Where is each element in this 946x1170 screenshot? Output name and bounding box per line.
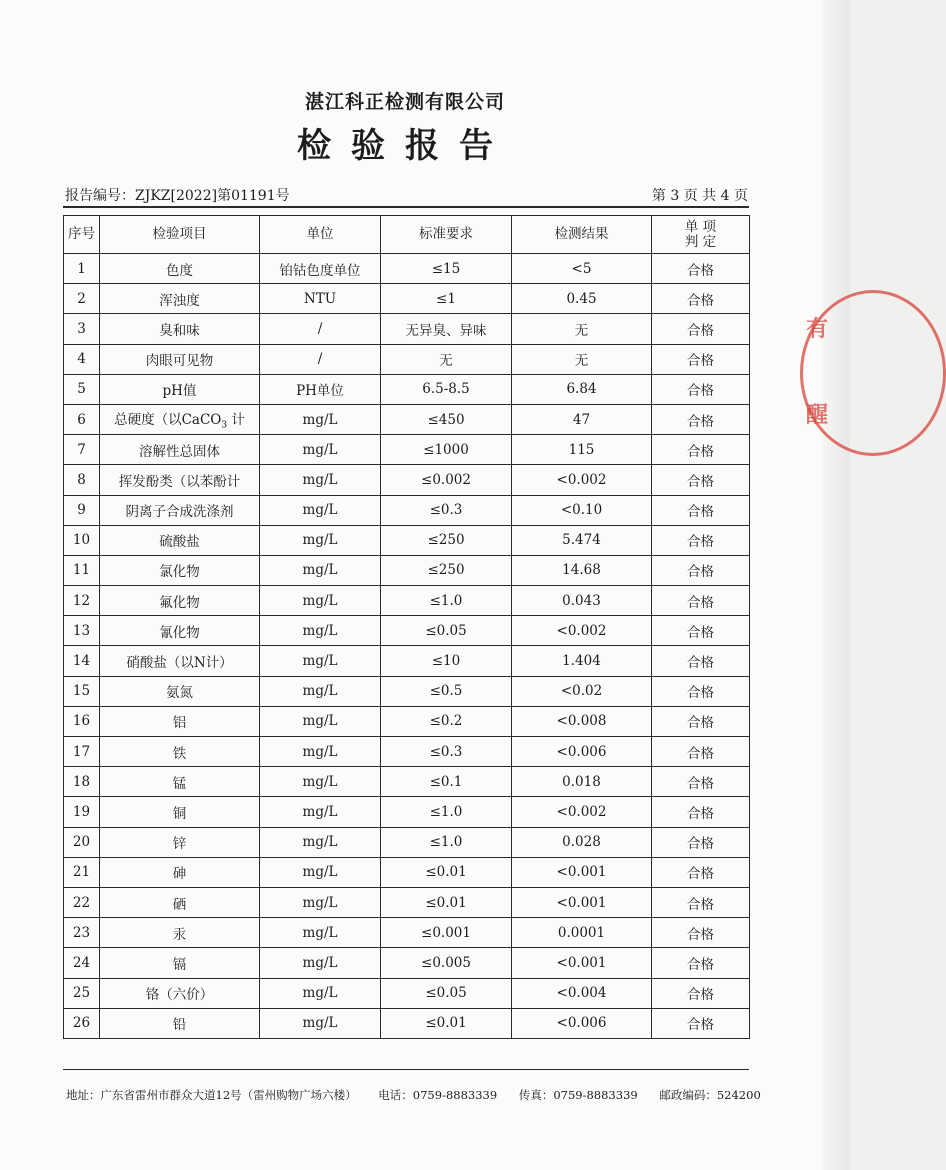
cell-item: 铁 bbox=[100, 737, 260, 767]
cell-unit: mg/L bbox=[260, 767, 381, 797]
cell-item: 硒 bbox=[100, 887, 260, 917]
cell-item: pH值 bbox=[100, 374, 260, 404]
cell-result: 14.68 bbox=[512, 555, 652, 585]
table-row bbox=[64, 284, 750, 314]
cell-item: 汞 bbox=[100, 918, 260, 948]
cell-item: 铬（六价） bbox=[100, 978, 260, 1008]
cell-standard: 6.5-8.5 bbox=[381, 374, 512, 404]
cell-standard: ≤1.0 bbox=[381, 586, 512, 616]
table-row bbox=[64, 254, 750, 284]
cell-no: 10 bbox=[64, 525, 100, 555]
table-row bbox=[64, 404, 750, 434]
cell-result: 1.404 bbox=[512, 646, 652, 676]
col-header-judge-line1: 单 项 bbox=[684, 218, 717, 235]
cell-no: 11 bbox=[64, 555, 100, 585]
cell-no: 25 bbox=[64, 978, 100, 1008]
cell-result: <0.006 bbox=[512, 737, 652, 767]
cell-standard: ≤0.005 bbox=[381, 948, 512, 978]
cell-unit: mg/L bbox=[260, 887, 381, 917]
cell-standard: ≤1.0 bbox=[381, 797, 512, 827]
cell-standard: ≤450 bbox=[381, 404, 512, 434]
cell-no: 7 bbox=[64, 435, 100, 465]
cell-judge: 合格 bbox=[652, 374, 750, 404]
cell-unit: mg/L bbox=[260, 737, 381, 767]
cell-judge: 合格 bbox=[652, 586, 750, 616]
cell-judge: 合格 bbox=[652, 646, 750, 676]
cell-no: 26 bbox=[64, 1008, 100, 1038]
cell-item: 锰 bbox=[100, 767, 260, 797]
cell-no: 12 bbox=[64, 586, 100, 616]
cell-result: 115 bbox=[512, 435, 652, 465]
cell-judge: 合格 bbox=[652, 737, 750, 767]
cell-unit: mg/L bbox=[260, 435, 381, 465]
cell-item: 镉 bbox=[100, 948, 260, 978]
cell-judge: 合格 bbox=[652, 525, 750, 555]
footer-address: 地址：广东省雷州市群众大道12号（雷州购物广场六楼） bbox=[66, 1088, 357, 1102]
table-row bbox=[64, 314, 750, 344]
cell-standard: ≤1.0 bbox=[381, 827, 512, 857]
cell-judge: 合格 bbox=[652, 797, 750, 827]
table-row bbox=[64, 1008, 750, 1038]
table-row bbox=[64, 978, 750, 1008]
cell-standard: ≤0.002 bbox=[381, 465, 512, 495]
cell-judge: 合格 bbox=[652, 284, 750, 314]
cell-result: 6.84 bbox=[512, 374, 652, 404]
col-header-item: 检验项目 bbox=[100, 216, 260, 254]
cell-no: 6 bbox=[64, 404, 100, 434]
cell-judge: 合格 bbox=[652, 435, 750, 465]
table-row bbox=[64, 616, 750, 646]
cell-no: 2 bbox=[64, 284, 100, 314]
cell-unit: mg/L bbox=[260, 797, 381, 827]
cell-item: 阴离子合成洗涤剂 bbox=[100, 495, 260, 525]
cell-item: 溶解性总固体 bbox=[100, 435, 260, 465]
table-row bbox=[64, 525, 750, 555]
seal-text-1: 有 bbox=[806, 316, 829, 342]
cell-standard: ≤0.01 bbox=[381, 887, 512, 917]
cell-unit: NTU bbox=[260, 284, 381, 314]
col-header-result: 检测结果 bbox=[512, 216, 652, 254]
cell-item: 臭和味 bbox=[100, 314, 260, 344]
cell-unit: mg/L bbox=[260, 495, 381, 525]
cell-standard: 无异臭、异味 bbox=[381, 314, 512, 344]
cell-no: 23 bbox=[64, 918, 100, 948]
cell-result: <0.001 bbox=[512, 857, 652, 887]
cell-unit: mg/L bbox=[260, 948, 381, 978]
cell-judge: 合格 bbox=[652, 555, 750, 585]
report-number: 报告编号：ZJKZ[2022]第01191号 bbox=[65, 188, 290, 204]
cell-result: <0.02 bbox=[512, 676, 652, 706]
cell-unit: mg/L bbox=[260, 646, 381, 676]
table-row bbox=[64, 857, 750, 887]
table-row bbox=[64, 827, 750, 857]
table-row bbox=[64, 374, 750, 404]
cell-result: <0.10 bbox=[512, 495, 652, 525]
cell-result: 5.474 bbox=[512, 525, 652, 555]
cell-judge: 合格 bbox=[652, 948, 750, 978]
table-row bbox=[64, 706, 750, 736]
cell-item-text: 总硬度（以CaCO bbox=[114, 412, 222, 429]
col-header-judge bbox=[652, 216, 750, 254]
cell-unit: mg/L bbox=[260, 555, 381, 585]
cell-unit: 铂钴色度单位 bbox=[260, 254, 381, 284]
cell-judge: 合格 bbox=[652, 887, 750, 917]
footer-postcode: 邮政编码：524200 bbox=[659, 1088, 761, 1102]
seal-text-2: 醒 bbox=[806, 402, 829, 428]
cell-standard: ≤0.01 bbox=[381, 1008, 512, 1038]
scan-edge-shade bbox=[822, 0, 850, 1170]
cell-item: 氟化物 bbox=[100, 586, 260, 616]
cell-unit: / bbox=[260, 314, 381, 344]
cell-no: 14 bbox=[64, 646, 100, 676]
page-indicator: 第 3 页 共 4 页 bbox=[651, 188, 748, 204]
table-row bbox=[64, 737, 750, 767]
cell-no: 1 bbox=[64, 254, 100, 284]
cell-standard: ≤1 bbox=[381, 284, 512, 314]
cell-no: 9 bbox=[64, 495, 100, 525]
table-row bbox=[64, 435, 750, 465]
cell-standard: ≤0.5 bbox=[381, 676, 512, 706]
cell-judge: 合格 bbox=[652, 857, 750, 887]
cell-no: 5 bbox=[64, 374, 100, 404]
table-body bbox=[64, 254, 750, 1039]
cell-judge: 合格 bbox=[652, 918, 750, 948]
cell-unit: / bbox=[260, 344, 381, 374]
cell-standard: ≤0.01 bbox=[381, 857, 512, 887]
cell-result: 0.018 bbox=[512, 767, 652, 797]
cell-no: 15 bbox=[64, 676, 100, 706]
cell-item-subscript: 3 bbox=[221, 420, 228, 431]
cell-unit: mg/L bbox=[260, 676, 381, 706]
report-title: 检验报告 bbox=[297, 126, 513, 166]
col-header-judge-line2: 判 定 bbox=[684, 233, 717, 250]
cell-item: 挥发酚类（以苯酚计 bbox=[100, 465, 260, 495]
cell-standard: ≤15 bbox=[381, 254, 512, 284]
cell-item: 硝酸盐（以N计） bbox=[100, 646, 260, 676]
cell-result: <0.004 bbox=[512, 978, 652, 1008]
cell-no: 13 bbox=[64, 616, 100, 646]
cell-unit: mg/L bbox=[260, 706, 381, 736]
cell-result: <5 bbox=[512, 254, 652, 284]
cell-result: <0.008 bbox=[512, 706, 652, 736]
cell-standard: ≤250 bbox=[381, 525, 512, 555]
footer-phone: 电话：0759-8883339 bbox=[378, 1088, 498, 1102]
cell-judge: 合格 bbox=[652, 465, 750, 495]
cell-result: 无 bbox=[512, 314, 652, 344]
cell-unit: mg/L bbox=[260, 465, 381, 495]
cell-no: 16 bbox=[64, 706, 100, 736]
cell-result: <0.001 bbox=[512, 948, 652, 978]
cell-unit: mg/L bbox=[260, 978, 381, 1008]
cell-standard: ≤0.1 bbox=[381, 767, 512, 797]
cell-item: 硫酸盐 bbox=[100, 525, 260, 555]
cell-result: <0.002 bbox=[512, 797, 652, 827]
cell-judge: 合格 bbox=[652, 706, 750, 736]
cell-result: 47 bbox=[512, 404, 652, 434]
report-meta bbox=[65, 185, 748, 205]
cell-no: 18 bbox=[64, 767, 100, 797]
cell-item: 色度 bbox=[100, 254, 260, 284]
cell-no: 19 bbox=[64, 797, 100, 827]
cell-result: <0.002 bbox=[512, 616, 652, 646]
cell-item: 铅 bbox=[100, 1008, 260, 1038]
cell-result: 0.0001 bbox=[512, 918, 652, 948]
cell-item: 浑浊度 bbox=[100, 284, 260, 314]
cell-item bbox=[100, 404, 260, 434]
cell-item: 氯化物 bbox=[100, 555, 260, 585]
cell-no: 8 bbox=[64, 465, 100, 495]
cell-judge: 合格 bbox=[652, 827, 750, 857]
cell-item: 锌 bbox=[100, 827, 260, 857]
cell-no: 17 bbox=[64, 737, 100, 767]
cell-standard: ≤250 bbox=[381, 555, 512, 585]
cell-result: 无 bbox=[512, 344, 652, 374]
table-row bbox=[64, 555, 750, 585]
cell-result: <0.002 bbox=[512, 465, 652, 495]
cell-item: 氨氮 bbox=[100, 676, 260, 706]
cell-standard: ≤0.2 bbox=[381, 706, 512, 736]
col-header-no: 序号 bbox=[64, 216, 100, 254]
cell-unit: mg/L bbox=[260, 616, 381, 646]
cell-no: 22 bbox=[64, 887, 100, 917]
cell-no: 20 bbox=[64, 827, 100, 857]
table-row bbox=[64, 465, 750, 495]
cell-judge: 合格 bbox=[652, 978, 750, 1008]
cell-item: 氰化物 bbox=[100, 616, 260, 646]
table-row bbox=[64, 767, 750, 797]
cell-judge: 合格 bbox=[652, 495, 750, 525]
table-header-row bbox=[64, 216, 750, 254]
cell-standard: ≤0.05 bbox=[381, 616, 512, 646]
cell-no: 3 bbox=[64, 314, 100, 344]
cell-standard: ≤10 bbox=[381, 646, 512, 676]
cell-judge: 合格 bbox=[652, 616, 750, 646]
cell-no: 4 bbox=[64, 344, 100, 374]
cell-result: <0.001 bbox=[512, 887, 652, 917]
cell-unit: PH单位 bbox=[260, 374, 381, 404]
footer-contact bbox=[66, 1087, 761, 1103]
cell-unit: mg/L bbox=[260, 827, 381, 857]
cell-item: 肉眼可见物 bbox=[100, 344, 260, 374]
header-divider bbox=[63, 206, 749, 208]
cell-standard: ≤0.05 bbox=[381, 978, 512, 1008]
col-header-standard: 标准要求 bbox=[381, 216, 512, 254]
cell-unit: mg/L bbox=[260, 525, 381, 555]
cell-unit: mg/L bbox=[260, 918, 381, 948]
table-row bbox=[64, 948, 750, 978]
cell-unit: mg/L bbox=[260, 586, 381, 616]
cell-judge: 合格 bbox=[652, 254, 750, 284]
table-row bbox=[64, 344, 750, 374]
cell-judge: 合格 bbox=[652, 676, 750, 706]
cell-unit: mg/L bbox=[260, 857, 381, 887]
cell-judge: 合格 bbox=[652, 344, 750, 374]
cell-unit: mg/L bbox=[260, 404, 381, 434]
cell-judge: 合格 bbox=[652, 1008, 750, 1038]
cell-item-tail: 计 bbox=[227, 412, 245, 429]
table-row bbox=[64, 646, 750, 676]
footer-fax: 传真：0759-8883339 bbox=[518, 1088, 638, 1102]
red-seal-stamp bbox=[800, 290, 860, 450]
col-header-unit: 单位 bbox=[260, 216, 381, 254]
cell-item: 铜 bbox=[100, 797, 260, 827]
cell-item: 砷 bbox=[100, 857, 260, 887]
cell-judge: 合格 bbox=[652, 404, 750, 434]
cell-no: 21 bbox=[64, 857, 100, 887]
company-name: 湛江科正检测有限公司 bbox=[304, 91, 505, 113]
table-row bbox=[64, 918, 750, 948]
table-row bbox=[64, 797, 750, 827]
cell-result: 0.45 bbox=[512, 284, 652, 314]
table-row bbox=[64, 495, 750, 525]
table-row bbox=[64, 887, 750, 917]
table-row bbox=[64, 676, 750, 706]
cell-unit: mg/L bbox=[260, 1008, 381, 1038]
cell-judge: 合格 bbox=[652, 767, 750, 797]
table-row bbox=[64, 586, 750, 616]
cell-judge: 合格 bbox=[652, 314, 750, 344]
cell-no: 24 bbox=[64, 948, 100, 978]
cell-result: 0.028 bbox=[512, 827, 652, 857]
inspection-table bbox=[63, 215, 750, 1039]
footer-divider bbox=[63, 1069, 749, 1070]
cell-result: <0.006 bbox=[512, 1008, 652, 1038]
cell-result: 0.043 bbox=[512, 586, 652, 616]
cell-standard: ≤0.001 bbox=[381, 918, 512, 948]
cell-standard: 无 bbox=[381, 344, 512, 374]
cell-standard: ≤0.3 bbox=[381, 495, 512, 525]
cell-item: 铝 bbox=[100, 706, 260, 736]
cell-standard: ≤1000 bbox=[381, 435, 512, 465]
cell-standard: ≤0.3 bbox=[381, 737, 512, 767]
